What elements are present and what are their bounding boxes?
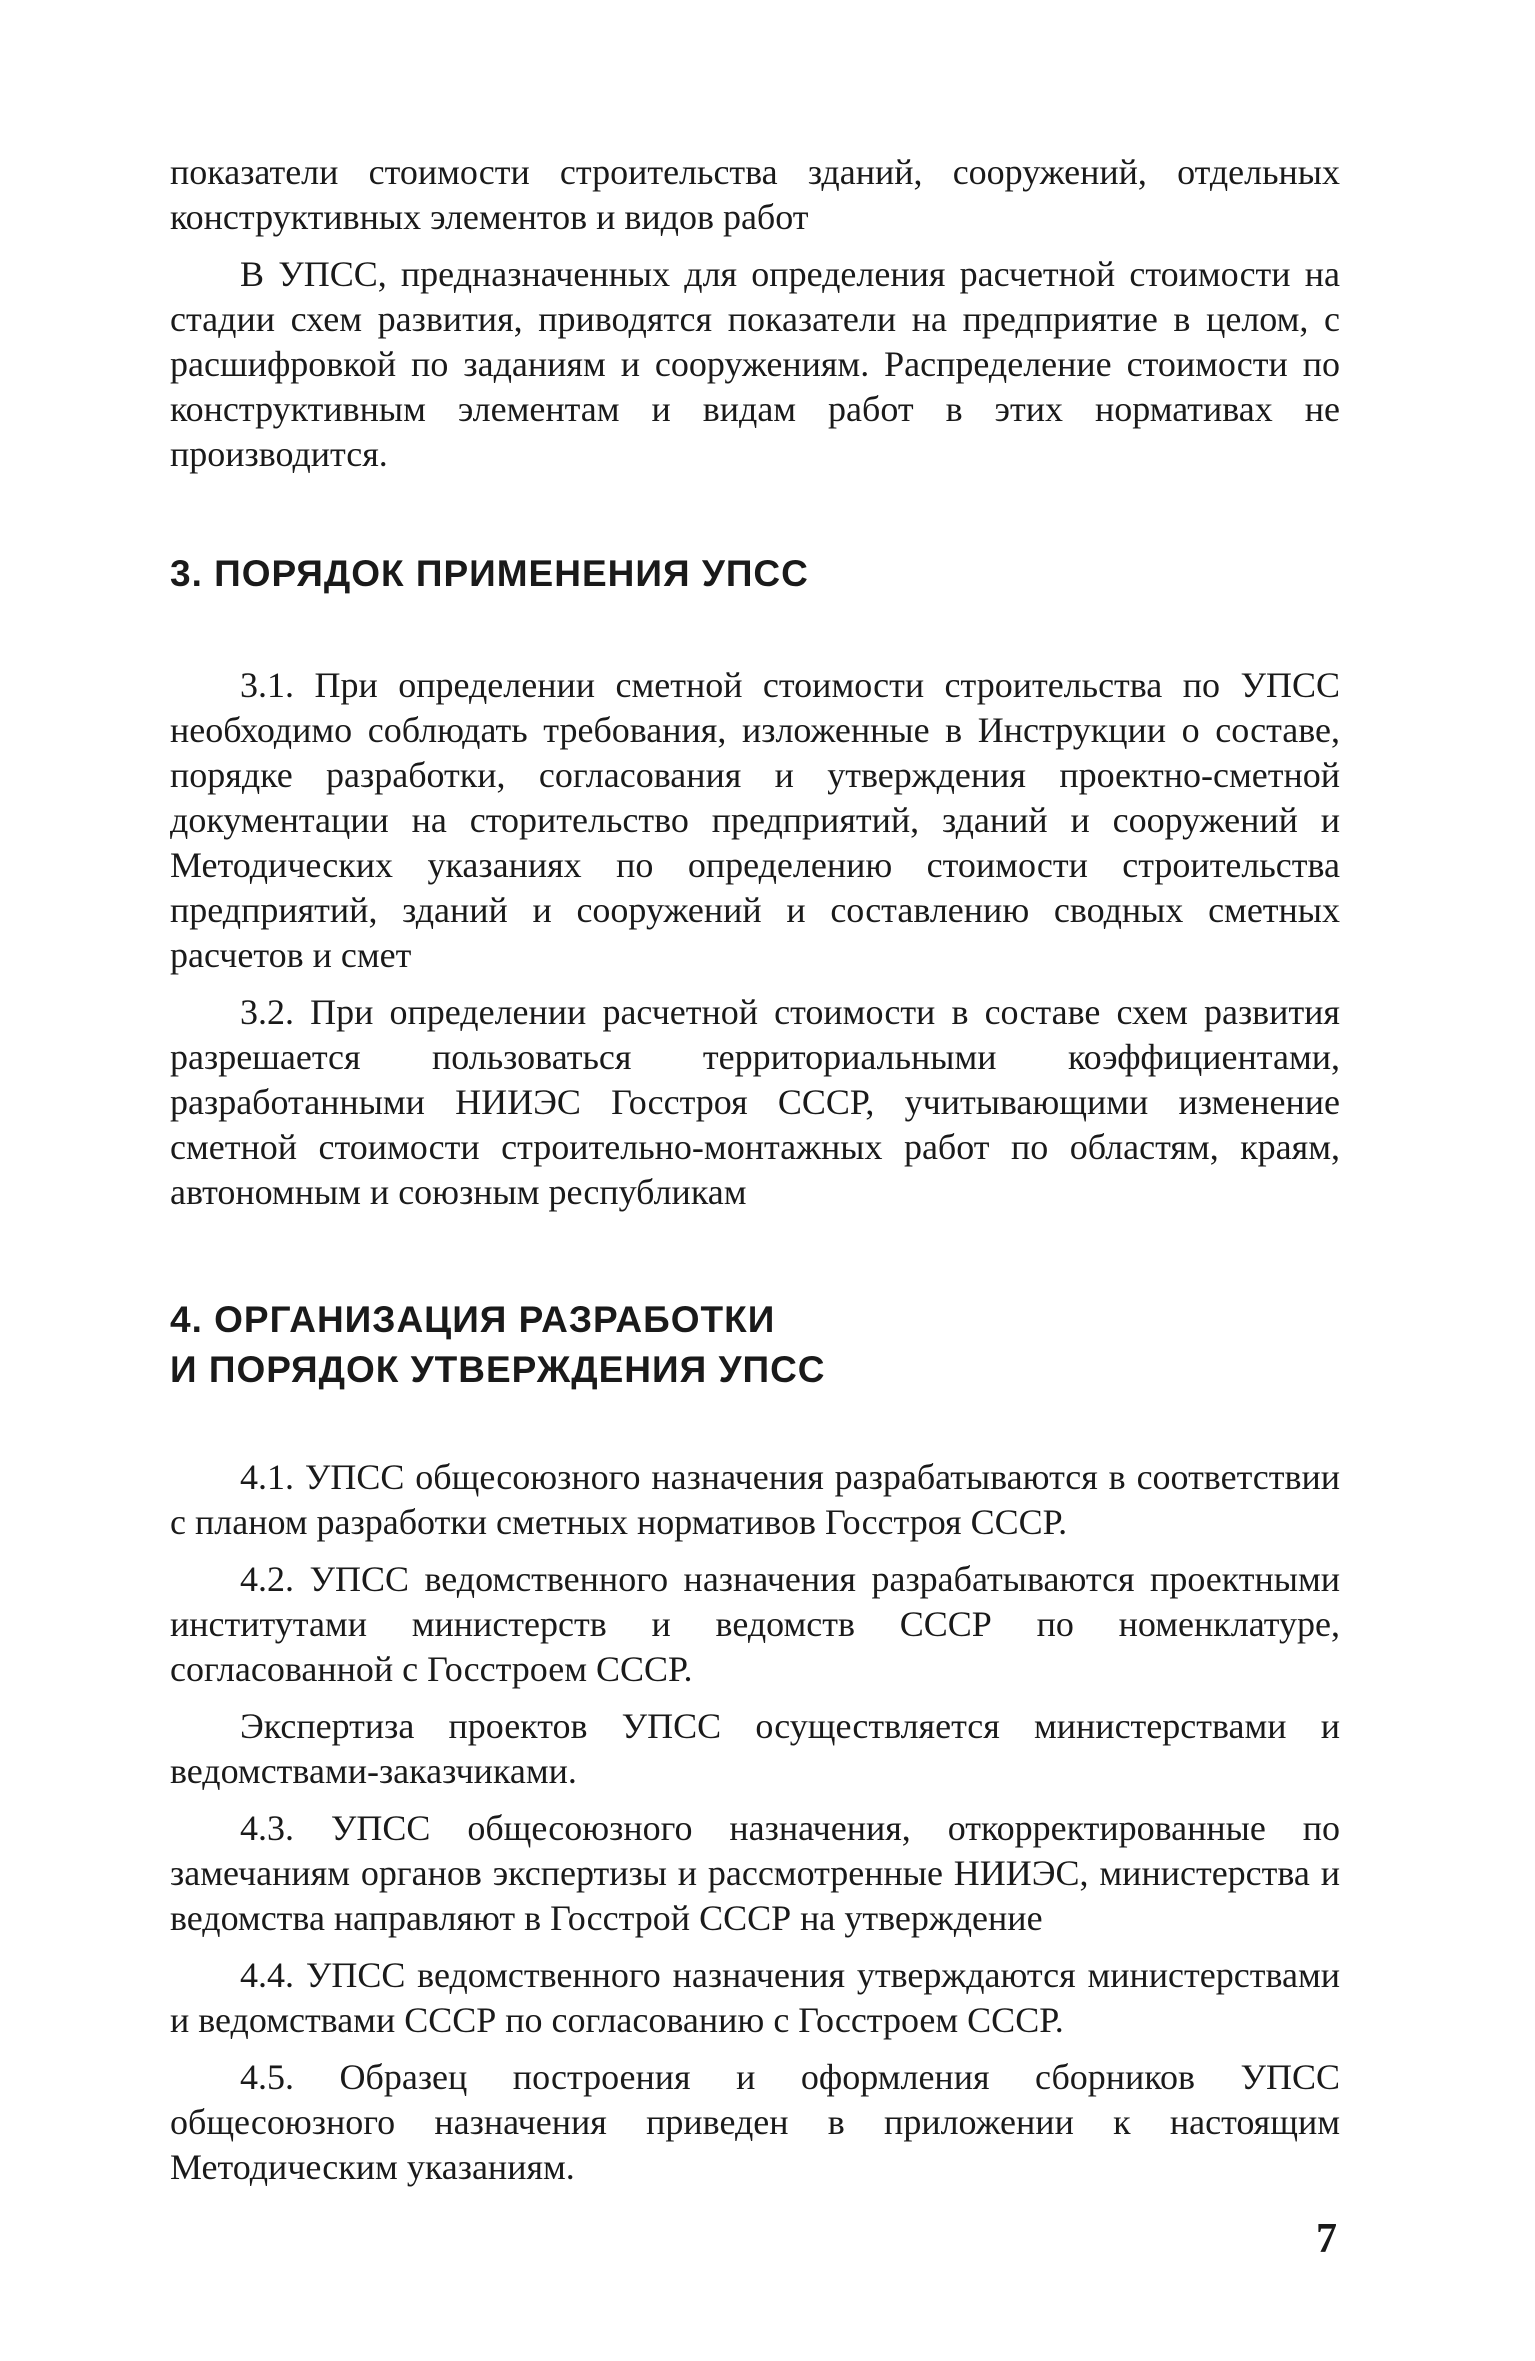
- document-page: [170, 150, 1340, 2202]
- section-4-heading-line-1: 4. ОРГАНИЗАЦИЯ РАЗРАБОТКИ: [170, 1299, 776, 1340]
- paragraph-4-4: 4.4. УПСС ведомственного назначения утверждаются министерствами и ведомствами СССР по согласованию с Госстроем СССР.: [170, 1955, 1340, 2040]
- paragraph-3-2: 3.2. При определении расчетной стоимости в составе схем развития разрешается пользоваться территориальными коэффициентами, разработанными НИИЭС Госстроя СССР, учитывающими изменение сметной стоимости строительно-монтажных работ по областям, краям, автономным и союзным республикам: [170, 992, 1340, 1212]
- paragraph-3-1: 3.1. При определении сметной стоимости строительства по УПСС необходимо соблюдать требования, изложенные в Инструкции о составе, порядке разработки, согласования и утверждения проектно-сметной документации на сторительство предприятий, зданий и сооружений и Методических указаниях по определению стоимости строительства предприятий, зданий и сооружений и составлению сводных сметных расчетов и смет: [170, 665, 1340, 975]
- intro-paragraph-upss-schemes: В УПСС, предназначенных для определения расчетной стоимости на стадии схем развития, приводятся показатели на предприятие в целом, с расшифровкой по заданиям и сооружениям. Распределение стоимости по конструктивным элементам и видам работ в этих нормативах не производится.: [170, 254, 1340, 474]
- paragraph-4-2: 4.2. УПСС ведомственного назначения разрабатываются проектными институтами министерств и ведомств СССР по номенклатуре, согласованной с Госстроем СССР.: [170, 1559, 1340, 1689]
- intro-paragraph-continued: показатели стоимости строительства зданий, сооружений, отдельных конструктивных элементов и видов работ: [170, 152, 1340, 237]
- paragraph-4-5: 4.5. Образец построения и оформления сборников УПСС общесоюзного назначения приведен в приложении к настоящим Методическим указаниям.: [170, 2057, 1340, 2187]
- section-4-heading: [170, 1295, 1340, 1395]
- page-number: 7: [1316, 2216, 1337, 2262]
- paragraph-4-1: 4.1. УПСС общесоюзного назначения разрабатываются в соответствии с планом разработки сметных нормативов Госстроя СССР.: [170, 1457, 1340, 1542]
- paragraph-expertise: Экспертиза проектов УПСС осуществляется министерствами и ведомствами-заказчиками.: [170, 1706, 1340, 1791]
- paragraph-4-3: 4.3. УПСС общесоюзного назначения, откорректированные по замечаниям органов экспертизы и рассмотренные НИИЭС, министерства и ведомства направляют в Госстрой СССР на утверждение: [170, 1808, 1340, 1938]
- section-4-heading-line-2: И ПОРЯДОК УТВЕРЖДЕНИЯ УПСС: [170, 1349, 826, 1390]
- section-3-heading: 3. ПОРЯДОК ПРИМЕНЕНИЯ УПСС: [170, 553, 809, 594]
